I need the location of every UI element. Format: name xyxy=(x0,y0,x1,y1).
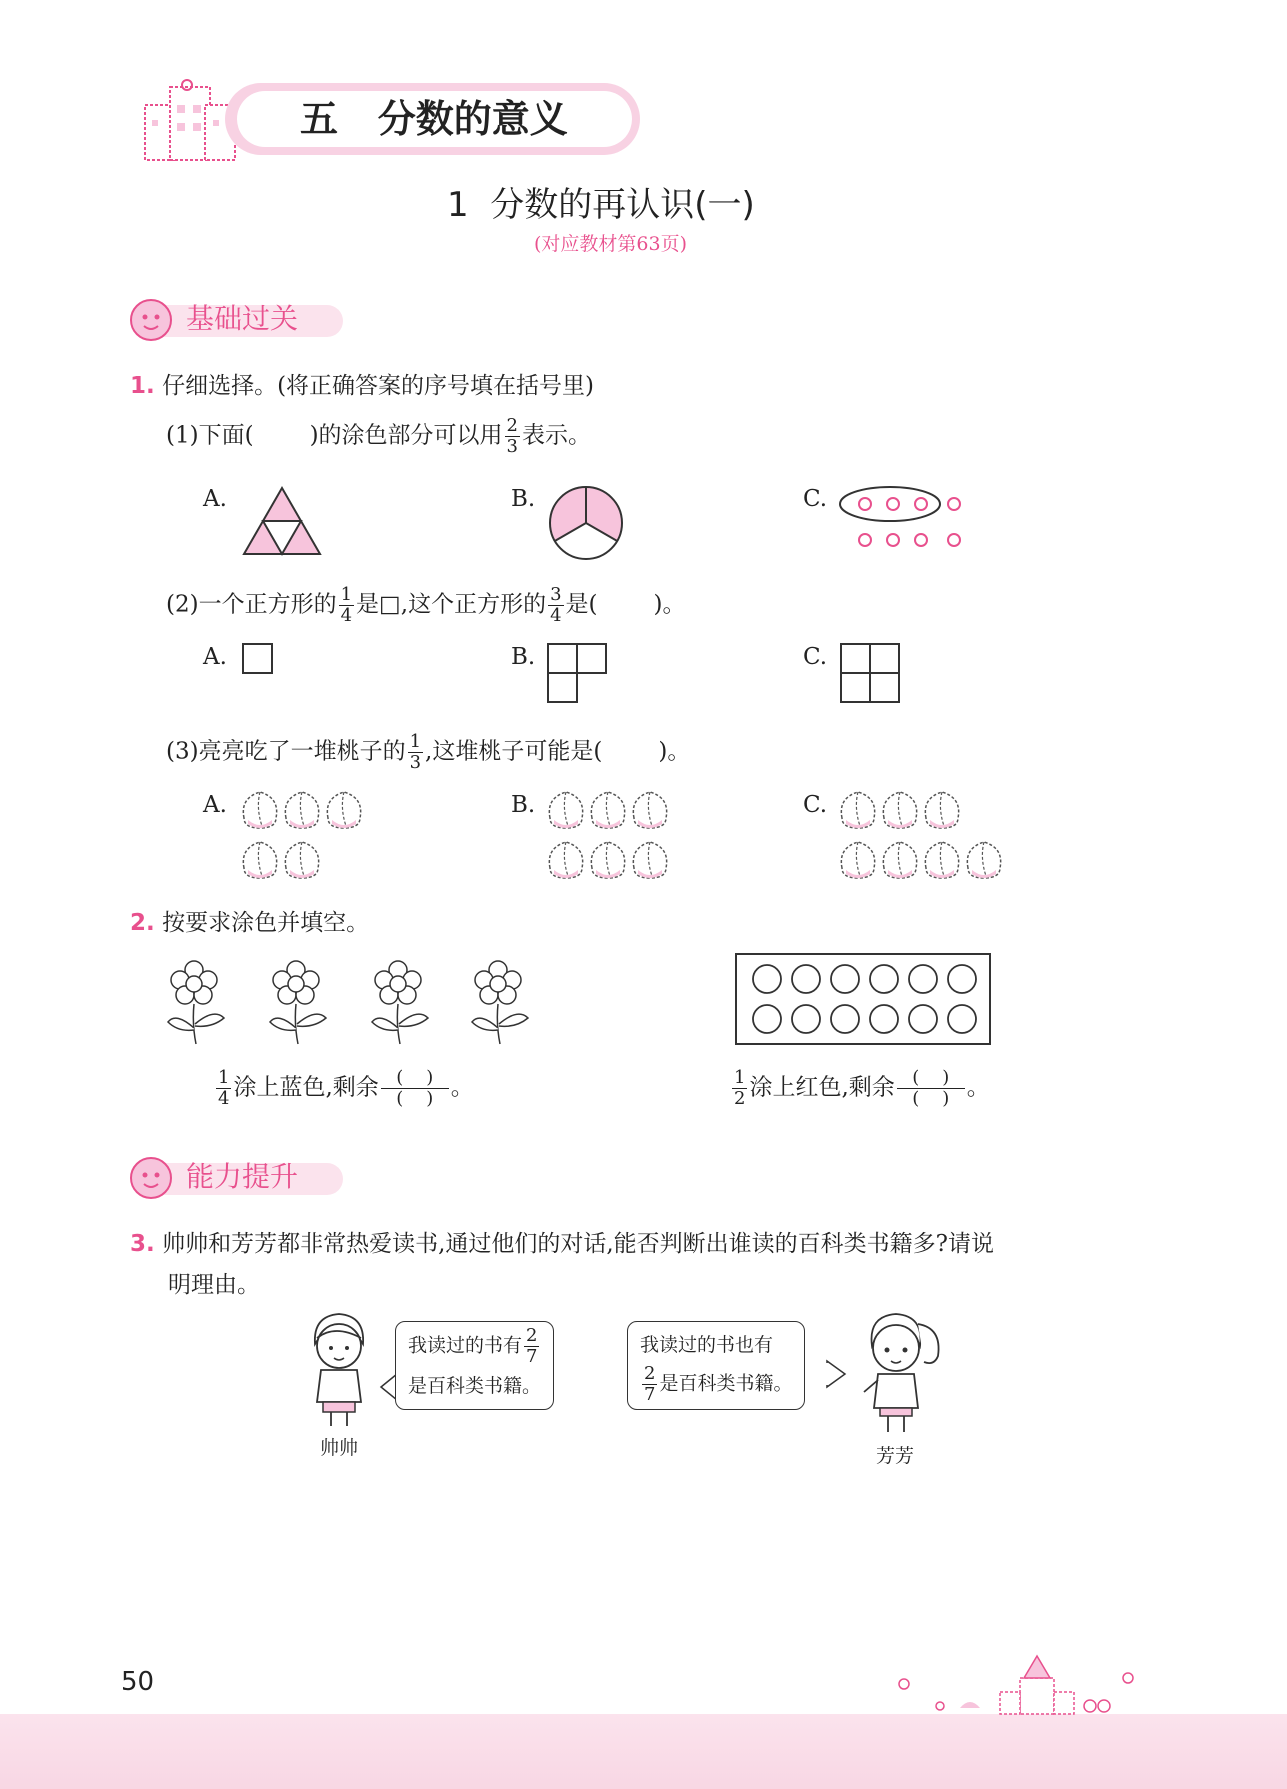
question-text-cont: 明理由。 xyxy=(168,1272,260,1298)
q1-part-3: (3)亮亮吃了一堆桃子的 $\frac{1}{3}$ ,这堆桃子可能是( )。 xyxy=(166,731,691,773)
girl-illustration xyxy=(858,1310,948,1440)
peaches-5 xyxy=(240,786,370,886)
q1-part-1: (1)下面( )的涂色部分可以用 $\frac{2}{3}$ 表示。 xyxy=(166,415,591,457)
fraction: $\frac{2}{3}$ xyxy=(506,415,518,457)
q2-right-answer: $\frac{1}{2}$ 涂上红色,剩余 $\frac{( )}{( )}$ 。 xyxy=(734,1067,990,1109)
girl-speech-bubble: 我读过的书也有 $\frac{2}{7}$ 是百科类书籍。 xyxy=(627,1321,805,1410)
lesson-reference: (对应教材第63页) xyxy=(534,233,688,255)
option-label: A. xyxy=(203,792,227,818)
boy-speech-bubble: 我读过的书有 $\frac{2}{7}$ 是百科类书籍。 xyxy=(395,1321,554,1410)
bubble-tail xyxy=(825,1359,849,1389)
q1-part-2: (2)一个正方形的 $\frac{1}{4}$ 是□,这个正方形的 $\frac{3}{4}$ 是( )。 xyxy=(166,584,686,626)
option-label: C. xyxy=(803,792,828,818)
castle-icon xyxy=(880,1648,1140,1718)
option-label: B. xyxy=(511,486,536,512)
fraction: $\frac{2}{7}$ xyxy=(644,1363,656,1405)
girl-name: 芳芳 xyxy=(876,1445,915,1467)
option-label: C. xyxy=(803,644,828,670)
question-text: 帅帅和芳芳都非常热爱读书,通过他们的对话,能否判断出谁读的百科类书籍多?请说 xyxy=(162,1231,995,1257)
section-title: 基础过关 xyxy=(186,302,299,335)
boy-illustration xyxy=(305,1310,375,1430)
footer-band xyxy=(0,1714,1287,1789)
question-number: 1. xyxy=(130,373,155,399)
option-label: C. xyxy=(803,486,828,512)
answer-fraction-blank[interactable]: $\frac{( )}{( )}$ xyxy=(381,1068,449,1109)
dots-figure xyxy=(838,484,968,554)
section-basic xyxy=(128,297,348,343)
circle-figure xyxy=(546,483,626,563)
q2-left-answer: $\frac{1}{4}$ 涂上蓝色,剩余 $\frac{( )}{( )}$ 。 xyxy=(218,1067,474,1109)
option-label: A. xyxy=(203,644,227,670)
question-text: 按要求涂色并填空。 xyxy=(162,910,370,936)
question-1 xyxy=(130,371,594,401)
unit-header xyxy=(125,75,645,165)
option-label: B. xyxy=(511,792,536,818)
mascot-icon xyxy=(128,1155,174,1201)
fraction: $\frac{1}{4}$ xyxy=(340,584,353,626)
page-number: 50 xyxy=(121,1667,155,1697)
peaches-6 xyxy=(546,786,676,886)
peaches-7 xyxy=(838,786,1013,886)
fraction: $\frac{1}{3}$ xyxy=(409,731,422,773)
question-2 xyxy=(130,908,369,938)
fraction: $\frac{1}{2}$ xyxy=(734,1067,746,1109)
section-advanced xyxy=(128,1155,348,1201)
fraction: $\frac{3}{4}$ xyxy=(550,584,562,626)
circles-box-figure xyxy=(734,952,994,1048)
mascot-icon xyxy=(128,297,174,343)
lesson-title: 1 分数的再认识(一) xyxy=(447,185,755,225)
answer-fraction-blank[interactable]: $\frac{( )}{( )}$ xyxy=(897,1068,965,1109)
unit-title: 五 分数的意义 xyxy=(300,97,568,141)
question-text: 仔细选择。(将正确答案的序号填在括号里) xyxy=(162,373,595,399)
section-title: 能力提升 xyxy=(186,1160,299,1193)
option-label: B. xyxy=(511,644,536,670)
question-number: 3. xyxy=(130,1231,155,1257)
fraction: $\frac{2}{7}$ xyxy=(526,1325,538,1367)
option-label: A. xyxy=(203,486,227,512)
square-figure-1 xyxy=(242,643,274,675)
question-3 xyxy=(130,1229,994,1259)
square-figure-3 xyxy=(547,643,609,705)
boy-name: 帅帅 xyxy=(320,1437,359,1459)
flowers-figure xyxy=(162,958,542,1050)
question-number: 2. xyxy=(130,910,155,936)
square-figure-4 xyxy=(840,643,902,705)
fraction: $\frac{1}{4}$ xyxy=(218,1067,230,1109)
triangle-figure xyxy=(240,484,324,556)
